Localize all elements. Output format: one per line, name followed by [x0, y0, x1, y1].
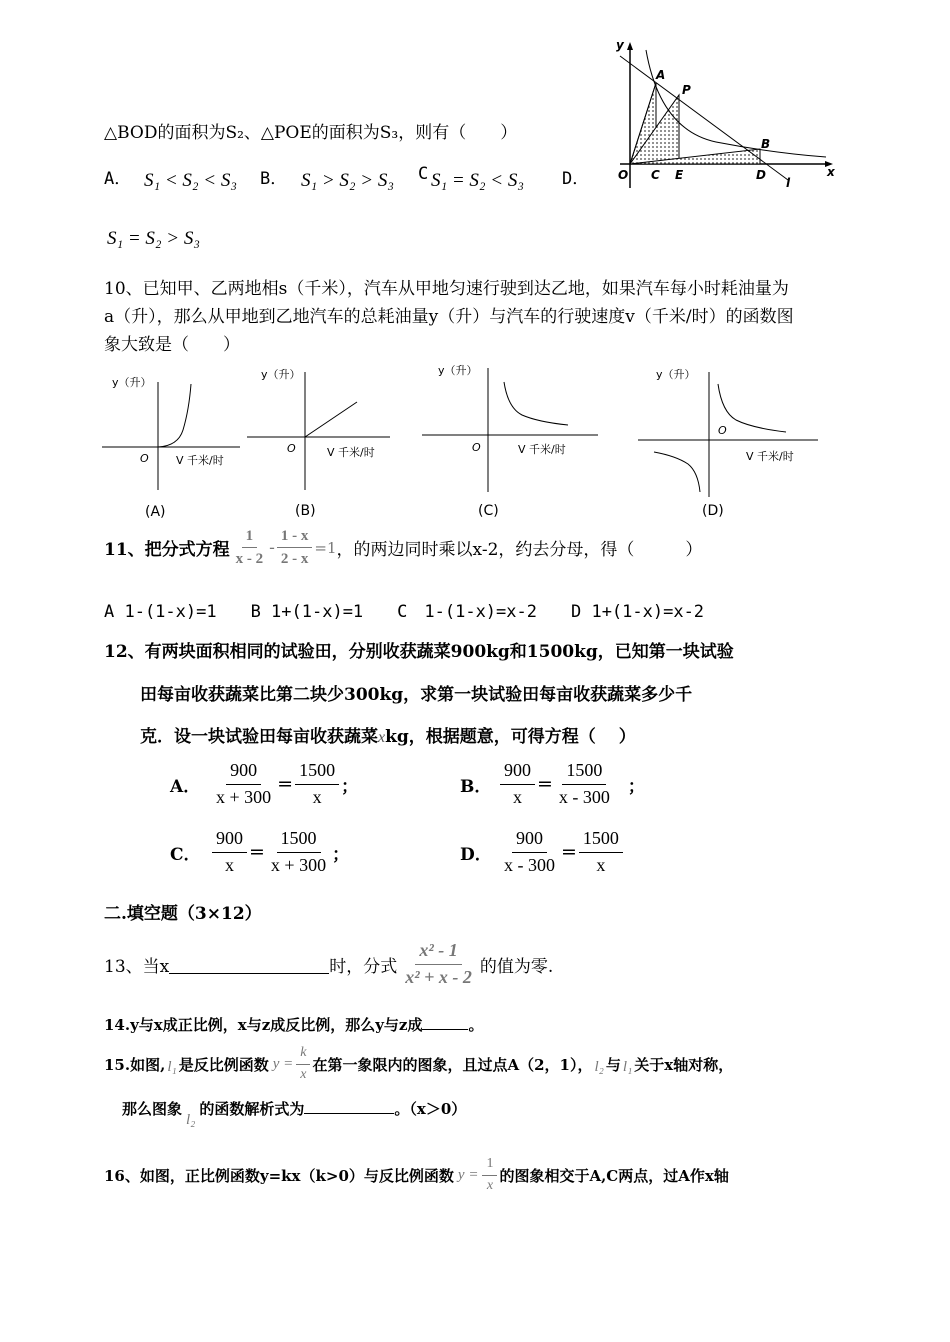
- q13-part-a: 13、当x: [104, 956, 170, 977]
- q12-option-c-label: C．: [170, 844, 201, 865]
- graph-c-xlabel: V 千米/时: [518, 443, 566, 456]
- q14-blank[interactable]: [422, 1015, 468, 1030]
- q11-f1-num: 1: [242, 527, 258, 548]
- q12-line-3: [140, 722, 636, 747]
- svg-text:B: B: [761, 137, 771, 151]
- q11-fraction-2: [277, 527, 313, 568]
- q12-c-ld: x: [225, 854, 234, 875]
- svg-text:l: l: [786, 176, 791, 190]
- q9-option-b-label: B．: [260, 169, 288, 189]
- q15-k-num: k: [296, 1045, 310, 1065]
- q9-option-c: S₁ = S₂ < S₃: [431, 170, 524, 191]
- svg-text:x: x: [827, 165, 835, 179]
- graph-b-origin: O: [287, 442, 296, 455]
- graph-a-caption: (A): [145, 504, 166, 520]
- q12-a-end: ；: [341, 776, 359, 797]
- svg-text:A: A: [656, 68, 666, 82]
- q12-b-rd: x - 300: [558, 786, 610, 807]
- graph-d-caption: (D): [702, 503, 724, 519]
- q12-option-d-label: D．: [460, 844, 492, 865]
- q13-blank[interactable]: [169, 955, 329, 974]
- q15-line-1: [104, 1045, 733, 1084]
- q15-part-d: 与: [605, 1055, 621, 1074]
- q16: [104, 1156, 729, 1195]
- q13-den: x² + x - 2: [405, 966, 472, 987]
- q12-b-ld: x: [513, 786, 522, 807]
- q9-option-a-label: A．: [104, 169, 132, 189]
- q11-f1-den: x - 2: [235, 551, 264, 567]
- q12-option-a: [170, 760, 358, 808]
- q12-option-b: [460, 760, 645, 808]
- q12-line-2: 田每亩收获蔬菜比第二块少300kg，求第一块试验田每亩收获蔬菜多少千: [140, 685, 693, 705]
- q12-b-eq: =: [537, 773, 553, 796]
- svg-text:D: D: [756, 168, 766, 182]
- graph-a-xlabel: V 千米/时: [176, 454, 224, 467]
- q13-fraction: [401, 940, 476, 988]
- q10-graph-d: [636, 362, 826, 522]
- q11-stem: [104, 527, 702, 568]
- q13-part-c: 的值为零.: [479, 956, 554, 977]
- q11-f2-num: 1 - x: [277, 527, 313, 548]
- q12-b-rn: 1500: [562, 760, 606, 785]
- q10-line-1: 10、已知甲、乙两地相s（千米），汽车从甲地匀速行驶到达乙地，如果汽车每小时耗油量为: [104, 279, 789, 299]
- section-2-title: 二.填空题（3×12）: [104, 904, 262, 924]
- q11-equals-one: =1: [314, 538, 337, 557]
- q12-c-eq: =: [249, 841, 265, 864]
- svg-text:O: O: [618, 168, 629, 182]
- q15-part-b: 是反比例函数: [178, 1055, 269, 1074]
- q16-part-b: 的图象相交于A,C两点，过A作x轴: [499, 1166, 729, 1185]
- q12-a-eq: =: [277, 773, 294, 796]
- graph-d-xlabel: V 千米/时: [746, 450, 794, 463]
- q15-y-eq: y =: [272, 1055, 294, 1072]
- q10-line-3: 象大致是（ ）: [104, 335, 240, 355]
- q12-b-right: [555, 760, 614, 808]
- graph-d-origin: O: [718, 424, 727, 437]
- q12-variable-x: x: [378, 729, 386, 746]
- q12-d-right: [579, 828, 623, 876]
- q12-b-end: ；: [627, 776, 645, 797]
- q12-c-rn: 1500: [277, 828, 321, 853]
- q12-d-ln: 900: [512, 828, 547, 853]
- q16-part-a: 16、如图，正比例函数y=kx（k>0）与反比例函数: [104, 1166, 454, 1185]
- q12-c-ln: 900: [212, 828, 247, 853]
- svg-text:C: C: [651, 168, 660, 182]
- q12-c-right: [267, 828, 330, 876]
- q12-c-rd: x + 300: [270, 854, 327, 875]
- q12-a-left: [212, 760, 275, 808]
- q12-c-end: ；: [332, 844, 350, 865]
- q9-figure: [608, 38, 843, 193]
- q12-d-rn: 1500: [579, 828, 623, 853]
- q15-part-a: 15.如图,: [104, 1055, 166, 1074]
- q11-options: A 1-(1-x)=1 B 1+(1-x)=1 C 1-(1-x)=x-2 D 1+(1-x)=x-2: [104, 602, 705, 622]
- graph-b-ylabel: y（升）: [261, 368, 301, 381]
- graph-b-xlabel: V 千米/时: [327, 446, 375, 459]
- q14-text: 14.y与x成正比例，x与z成反比例，那么y与z成: [104, 1016, 423, 1034]
- q12-a-ld: x + 300: [216, 786, 272, 807]
- q12-d-left: [500, 828, 559, 876]
- q9-option-c-label: C: [418, 164, 429, 184]
- q10-graph-b: [245, 364, 405, 519]
- q14: [104, 1014, 483, 1035]
- q15-line-2-b: 的函数解析式为: [199, 1100, 305, 1118]
- q11-suffix: ，的两边同时乘以x-2，约去分母，得（ ）: [336, 540, 703, 560]
- q11-fraction-1: [232, 527, 268, 568]
- graph-c-ylabel: y（升）: [438, 364, 478, 377]
- q15-l1-b: l₁: [622, 1058, 633, 1075]
- q13: [104, 940, 553, 988]
- q15-l2: l₂: [594, 1058, 604, 1075]
- q12-a-rd: x: [312, 786, 322, 807]
- q13-part-b: 时，分式: [329, 956, 398, 977]
- q11-f2-den: 2 - x: [280, 551, 309, 567]
- graph-b-caption: (B): [295, 503, 316, 519]
- q12-b-left: [500, 760, 535, 808]
- q9-option-d: S₁ = S₂ > S₃: [107, 228, 200, 249]
- q10-graph-c: [420, 360, 605, 520]
- q10-graph-a: [100, 370, 250, 525]
- q15-line-2-a: 那么图象: [122, 1100, 183, 1118]
- q12-option-a-label: A．: [170, 776, 201, 797]
- graph-a-ylabel: y（升）: [112, 376, 152, 389]
- q12-b-ln: 900: [500, 760, 535, 785]
- q16-fraction: [482, 1156, 497, 1195]
- q16-num: 1: [482, 1156, 497, 1176]
- q15-line-2-c: 。（x＞0）: [394, 1100, 467, 1118]
- q15-line-2: [122, 1098, 466, 1129]
- q12-a-ln: 900: [226, 760, 261, 785]
- q12-option-d: [460, 828, 625, 876]
- q12-d-ld: x - 300: [504, 854, 555, 875]
- q12-a-rn: 1500: [295, 760, 339, 785]
- q12-line-1: 12、有两块面积相同的试验田，分别收获蔬菜900kg和1500kg，已知第一块试验: [104, 642, 734, 662]
- q12-a-right: [295, 760, 339, 808]
- q15-k-den: x: [300, 1066, 307, 1082]
- q15-fraction-k: [296, 1045, 310, 1084]
- q15-l2-b: l₂: [186, 1112, 196, 1128]
- q16-den: x: [486, 1177, 494, 1193]
- q12-line-3-b: kg，根据题意，可得方程（ ）: [385, 727, 636, 747]
- q13-num: x² - 1: [415, 940, 461, 965]
- q9-option-d-label: D．: [562, 169, 590, 189]
- q12-c-left: [212, 828, 247, 876]
- graph-d-ylabel: y（升）: [656, 368, 696, 381]
- q15-part-e: 关于x轴对称，: [634, 1055, 734, 1074]
- q15-l1: l₁: [167, 1058, 177, 1075]
- q12-d-rd: x: [596, 854, 606, 875]
- graph-c-origin: O: [472, 441, 481, 454]
- q12-option-b-label: B．: [460, 776, 492, 797]
- svg-text:y: y: [616, 38, 624, 52]
- q11-minus: -: [269, 537, 275, 558]
- q14-end: 。: [468, 1016, 484, 1034]
- graph-a-origin: O: [140, 452, 149, 465]
- q10-line-2: a（升），那么从甲地到乙地汽车的总耗油量y（升）与汽车的行驶速度v（千米/时）的函数图: [104, 307, 794, 327]
- q15-part-c: 在第一象限内的图象，且过点A（2，1），: [312, 1055, 593, 1074]
- q11-prefix: 11、把分式方程: [104, 540, 230, 560]
- svg-text:E: E: [675, 168, 684, 182]
- q9-stem: △BOD的面积为S₂、△POE的面积为S₃，则有（ ）: [104, 123, 518, 143]
- q12-option-c: [170, 828, 349, 876]
- q16-y-eq: y =: [457, 1166, 479, 1183]
- q12-line-3-a: 克．设一块试验田每亩收获蔬菜: [140, 727, 378, 747]
- q12-d-eq: =: [561, 841, 577, 864]
- q9-option-b: S₁ > S₂ > S₃: [301, 170, 394, 191]
- q15-blank[interactable]: [304, 1098, 394, 1114]
- graph-c-caption: (C): [478, 503, 499, 519]
- q9-option-a: S₁ < S₂ < S₃: [144, 170, 237, 191]
- svg-text:P: P: [682, 83, 691, 97]
